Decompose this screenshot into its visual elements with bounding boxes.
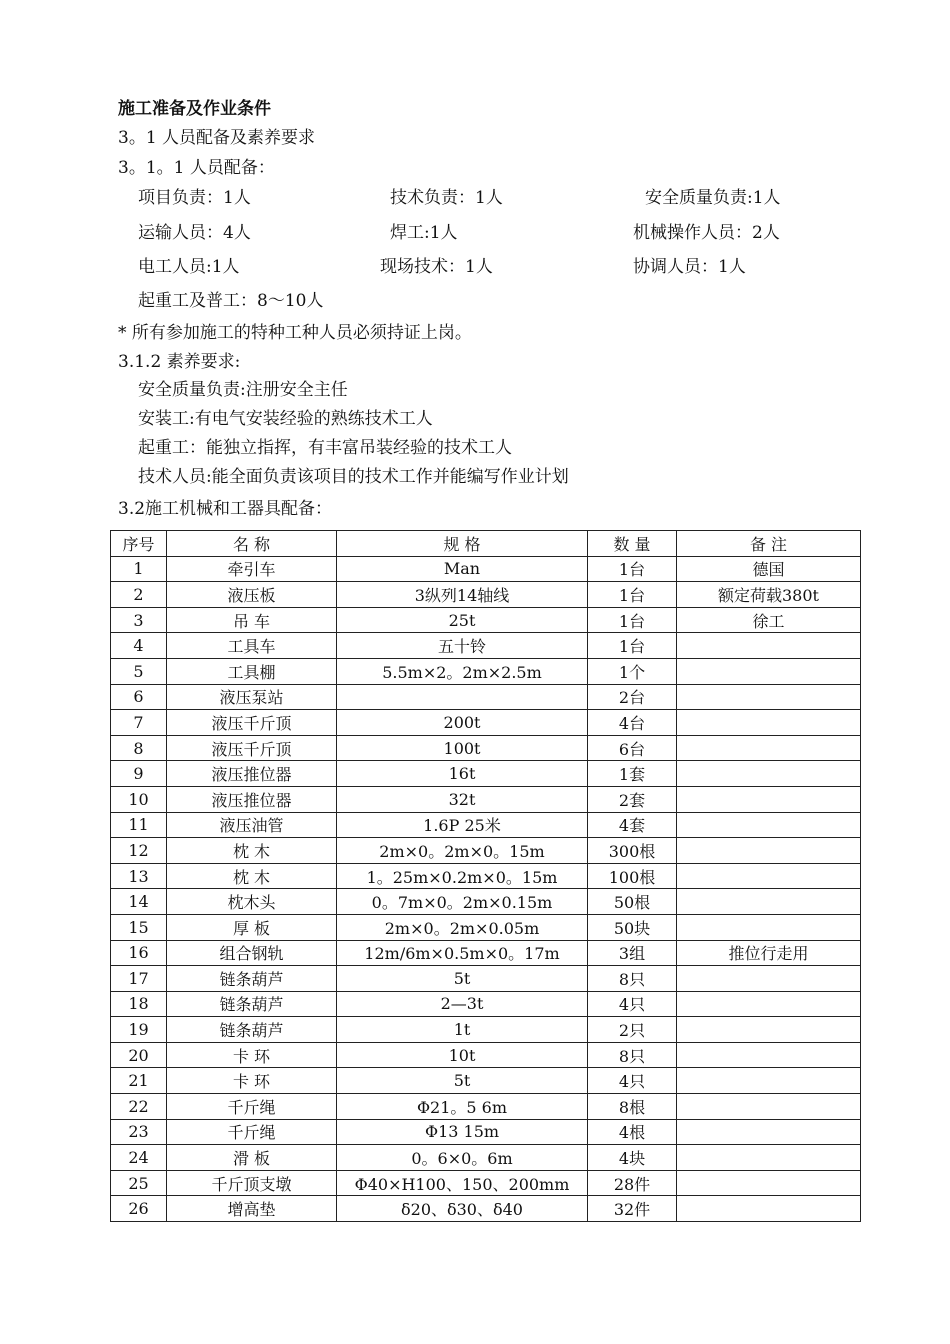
cell-spec: δ20、δ30、δ40 bbox=[337, 1196, 588, 1222]
cell-index: 9 bbox=[111, 761, 167, 787]
table-row bbox=[111, 1068, 861, 1094]
cell-remark bbox=[677, 1119, 861, 1145]
cell-spec: 2—3t bbox=[337, 991, 588, 1017]
cell-index: 16 bbox=[111, 940, 167, 966]
certification-note: * 所有参加施工的特种工种人员必须持证上岗。 bbox=[118, 323, 472, 343]
cell-quantity: 32件 bbox=[588, 1196, 677, 1222]
staff-item: 电工人员:1人 bbox=[138, 257, 240, 277]
cell-remark bbox=[677, 863, 861, 889]
cell-spec: 200t bbox=[337, 710, 588, 736]
cell-remark: 推位行走用 bbox=[677, 940, 861, 966]
cell-remark bbox=[677, 710, 861, 736]
cell-quantity: 1套 bbox=[588, 761, 677, 787]
cell-index: 19 bbox=[111, 1017, 167, 1043]
cell-quantity: 3组 bbox=[588, 940, 677, 966]
section-3-1-1-title: 3。1。1 人员配备： bbox=[118, 158, 275, 178]
requirement-item: 安装工:有电气安装经验的熟练技术工人 bbox=[138, 409, 433, 429]
requirement-item: 安全质量负责:注册安全主任 bbox=[138, 380, 348, 400]
table-row bbox=[111, 684, 861, 710]
cell-index: 8 bbox=[111, 735, 167, 761]
section-3-2-title: 3.2施工机械和工器具配备： bbox=[118, 499, 333, 519]
cell-quantity: 100根 bbox=[588, 863, 677, 889]
cell-name: 枕 木 bbox=[167, 863, 337, 889]
cell-remark bbox=[677, 812, 861, 838]
cell-index: 25 bbox=[111, 1170, 167, 1196]
cell-spec: 10t bbox=[337, 1042, 588, 1068]
table-row bbox=[111, 863, 861, 889]
cell-spec: 1。25m×0.2m×0。15m bbox=[337, 863, 588, 889]
table-row bbox=[111, 582, 861, 608]
cell-spec: 32t bbox=[337, 786, 588, 812]
cell-quantity: 1台 bbox=[588, 582, 677, 608]
cell-quantity: 300根 bbox=[588, 838, 677, 864]
cell-spec: 1t bbox=[337, 1017, 588, 1043]
table-row bbox=[111, 658, 861, 684]
table-row bbox=[111, 914, 861, 940]
cell-quantity: 2台 bbox=[588, 684, 677, 710]
cell-index: 10 bbox=[111, 786, 167, 812]
staff-item: 技术负责：1人 bbox=[390, 188, 503, 208]
cell-remark bbox=[677, 684, 861, 710]
cell-quantity: 4只 bbox=[588, 1068, 677, 1094]
table-row bbox=[111, 1119, 861, 1145]
cell-name: 链条葫芦 bbox=[167, 966, 337, 992]
cell-spec: 5.5m×2。2m×2.5m bbox=[337, 658, 588, 684]
cell-index: 1 bbox=[111, 556, 167, 582]
cell-quantity: 4台 bbox=[588, 710, 677, 736]
cell-spec: 五十铃 bbox=[337, 633, 588, 659]
header-spec: 规 格 bbox=[337, 531, 588, 557]
cell-spec: 2m×0。2m×0.05m bbox=[337, 914, 588, 940]
staff-item: 机械操作人员：2人 bbox=[633, 223, 780, 243]
cell-index: 21 bbox=[111, 1068, 167, 1094]
cell-index: 14 bbox=[111, 889, 167, 915]
cell-remark bbox=[677, 761, 861, 787]
cell-quantity: 4只 bbox=[588, 991, 677, 1017]
cell-remark bbox=[677, 1042, 861, 1068]
cell-remark bbox=[677, 735, 861, 761]
cell-quantity: 2只 bbox=[588, 1017, 677, 1043]
cell-quantity: 50块 bbox=[588, 914, 677, 940]
cell-name: 工具车 bbox=[167, 633, 337, 659]
table-row bbox=[111, 1094, 861, 1120]
cell-name: 枕木头 bbox=[167, 889, 337, 915]
cell-index: 3 bbox=[111, 607, 167, 633]
cell-remark bbox=[677, 1145, 861, 1171]
cell-quantity: 1台 bbox=[588, 607, 677, 633]
staff-item: 现场技术：1人 bbox=[380, 257, 493, 277]
cell-name: 液压泵站 bbox=[167, 684, 337, 710]
cell-name: 千斤绳 bbox=[167, 1094, 337, 1120]
cell-index: 23 bbox=[111, 1119, 167, 1145]
cell-name: 厚 板 bbox=[167, 914, 337, 940]
staff-item: 焊工:1人 bbox=[390, 223, 458, 243]
cell-name: 液压千斤顶 bbox=[167, 735, 337, 761]
cell-name: 牵引车 bbox=[167, 556, 337, 582]
table-row bbox=[111, 889, 861, 915]
cell-remark: 额定荷载380t bbox=[677, 582, 861, 608]
header-remark: 备 注 bbox=[677, 531, 861, 557]
table-row bbox=[111, 633, 861, 659]
cell-remark bbox=[677, 991, 861, 1017]
table-row bbox=[111, 761, 861, 787]
header-index: 序号 bbox=[111, 531, 167, 557]
staff-extra: 起重工及普工：8～10人 bbox=[138, 291, 324, 311]
table-row bbox=[111, 991, 861, 1017]
staff-item: 运输人员：4人 bbox=[138, 223, 251, 243]
cell-name: 千斤顶支墩 bbox=[167, 1170, 337, 1196]
cell-quantity: 28件 bbox=[588, 1170, 677, 1196]
section-3-1-title: 3。1 人员配备及素养要求 bbox=[118, 128, 316, 148]
cell-index: 2 bbox=[111, 582, 167, 608]
cell-spec: 100t bbox=[337, 735, 588, 761]
table-row bbox=[111, 735, 861, 761]
table-row bbox=[111, 966, 861, 992]
cell-spec: 25t bbox=[337, 607, 588, 633]
table-row bbox=[111, 1170, 861, 1196]
cell-name: 链条葫芦 bbox=[167, 1017, 337, 1043]
cell-spec: 1.6P 25米 bbox=[337, 812, 588, 838]
cell-spec: 5t bbox=[337, 1068, 588, 1094]
cell-name: 液压板 bbox=[167, 582, 337, 608]
cell-index: 13 bbox=[111, 863, 167, 889]
cell-name: 液压油管 bbox=[167, 812, 337, 838]
cell-quantity: 50根 bbox=[588, 889, 677, 915]
requirement-item: 技术人员:能全面负责该项目的技术工作并能编写作业计划 bbox=[138, 467, 569, 487]
staff-item: 项目负责：1人 bbox=[138, 188, 251, 208]
cell-remark bbox=[677, 889, 861, 915]
cell-name: 液压千斤顶 bbox=[167, 710, 337, 736]
cell-remark bbox=[677, 1068, 861, 1094]
cell-index: 20 bbox=[111, 1042, 167, 1068]
cell-remark: 徐工 bbox=[677, 607, 861, 633]
cell-quantity: 8根 bbox=[588, 1094, 677, 1120]
cell-remark bbox=[677, 1196, 861, 1222]
section-heading: 施工准备及作业条件 bbox=[118, 99, 271, 119]
cell-remark bbox=[677, 1094, 861, 1120]
cell-quantity: 8只 bbox=[588, 966, 677, 992]
cell-spec: 5t bbox=[337, 966, 588, 992]
table-row bbox=[111, 1145, 861, 1171]
staff-item: 协调人员：1人 bbox=[633, 257, 746, 277]
header-quantity: 数 量 bbox=[588, 531, 677, 557]
cell-index: 18 bbox=[111, 991, 167, 1017]
cell-spec: 12m/6m×0.5m×0。17m bbox=[337, 940, 588, 966]
cell-spec: Φ13 15m bbox=[337, 1119, 588, 1145]
cell-name: 枕 木 bbox=[167, 838, 337, 864]
cell-spec bbox=[337, 684, 588, 710]
table-row bbox=[111, 940, 861, 966]
cell-remark bbox=[677, 1017, 861, 1043]
cell-name: 吊 车 bbox=[167, 607, 337, 633]
cell-index: 22 bbox=[111, 1094, 167, 1120]
table-row bbox=[111, 556, 861, 582]
cell-name: 卡 环 bbox=[167, 1042, 337, 1068]
cell-quantity: 1个 bbox=[588, 658, 677, 684]
cell-remark bbox=[677, 966, 861, 992]
cell-index: 4 bbox=[111, 633, 167, 659]
table-row bbox=[111, 1017, 861, 1043]
requirement-item: 起重工：能独立指挥，有丰富吊装经验的技术工人 bbox=[138, 438, 512, 458]
table-row bbox=[111, 710, 861, 736]
cell-index: 5 bbox=[111, 658, 167, 684]
cell-index: 26 bbox=[111, 1196, 167, 1222]
cell-spec: 16t bbox=[337, 761, 588, 787]
cell-spec: 0。7m×0。2m×0.15m bbox=[337, 889, 588, 915]
cell-index: 6 bbox=[111, 684, 167, 710]
cell-remark: 德国 bbox=[677, 556, 861, 582]
cell-remark bbox=[677, 914, 861, 940]
cell-quantity: 8只 bbox=[588, 1042, 677, 1068]
cell-index: 17 bbox=[111, 966, 167, 992]
cell-index: 24 bbox=[111, 1145, 167, 1171]
cell-spec: 2m×0。2m×0。15m bbox=[337, 838, 588, 864]
table-row bbox=[111, 1042, 861, 1068]
cell-name: 液压推位器 bbox=[167, 786, 337, 812]
cell-remark bbox=[677, 658, 861, 684]
equipment-table bbox=[110, 530, 861, 1222]
cell-quantity: 1台 bbox=[588, 556, 677, 582]
cell-spec: Man bbox=[337, 556, 588, 582]
header-name: 名 称 bbox=[167, 531, 337, 557]
table-row bbox=[111, 786, 861, 812]
table-row bbox=[111, 607, 861, 633]
cell-index: 12 bbox=[111, 838, 167, 864]
cell-name: 工具棚 bbox=[167, 658, 337, 684]
cell-name: 组合钢轨 bbox=[167, 940, 337, 966]
table-row bbox=[111, 838, 861, 864]
cell-quantity: 4根 bbox=[588, 1119, 677, 1145]
cell-quantity: 4套 bbox=[588, 812, 677, 838]
cell-spec: 0。6×0。6m bbox=[337, 1145, 588, 1171]
cell-remark bbox=[677, 633, 861, 659]
cell-name: 卡 环 bbox=[167, 1068, 337, 1094]
cell-name: 增高垫 bbox=[167, 1196, 337, 1222]
cell-index: 7 bbox=[111, 710, 167, 736]
section-3-1-2-title: 3.1.2 素养要求: bbox=[118, 352, 241, 372]
cell-spec: 3纵列14轴线 bbox=[337, 582, 588, 608]
cell-remark bbox=[677, 786, 861, 812]
cell-quantity: 6台 bbox=[588, 735, 677, 761]
cell-name: 液压推位器 bbox=[167, 761, 337, 787]
cell-index: 11 bbox=[111, 812, 167, 838]
cell-quantity: 2套 bbox=[588, 786, 677, 812]
cell-name: 链条葫芦 bbox=[167, 991, 337, 1017]
cell-remark bbox=[677, 838, 861, 864]
cell-name: 滑 板 bbox=[167, 1145, 337, 1171]
cell-quantity: 1台 bbox=[588, 633, 677, 659]
cell-quantity: 4块 bbox=[588, 1145, 677, 1171]
table-header-row bbox=[111, 531, 861, 557]
cell-name: 千斤绳 bbox=[167, 1119, 337, 1145]
table-row bbox=[111, 1196, 861, 1222]
cell-spec: Φ21。5 6m bbox=[337, 1094, 588, 1120]
cell-remark bbox=[677, 1170, 861, 1196]
table-row bbox=[111, 812, 861, 838]
staff-item: 安全质量负责:1人 bbox=[645, 188, 781, 208]
cell-index: 15 bbox=[111, 914, 167, 940]
cell-spec: Φ40×H100、150、200mm bbox=[337, 1170, 588, 1196]
